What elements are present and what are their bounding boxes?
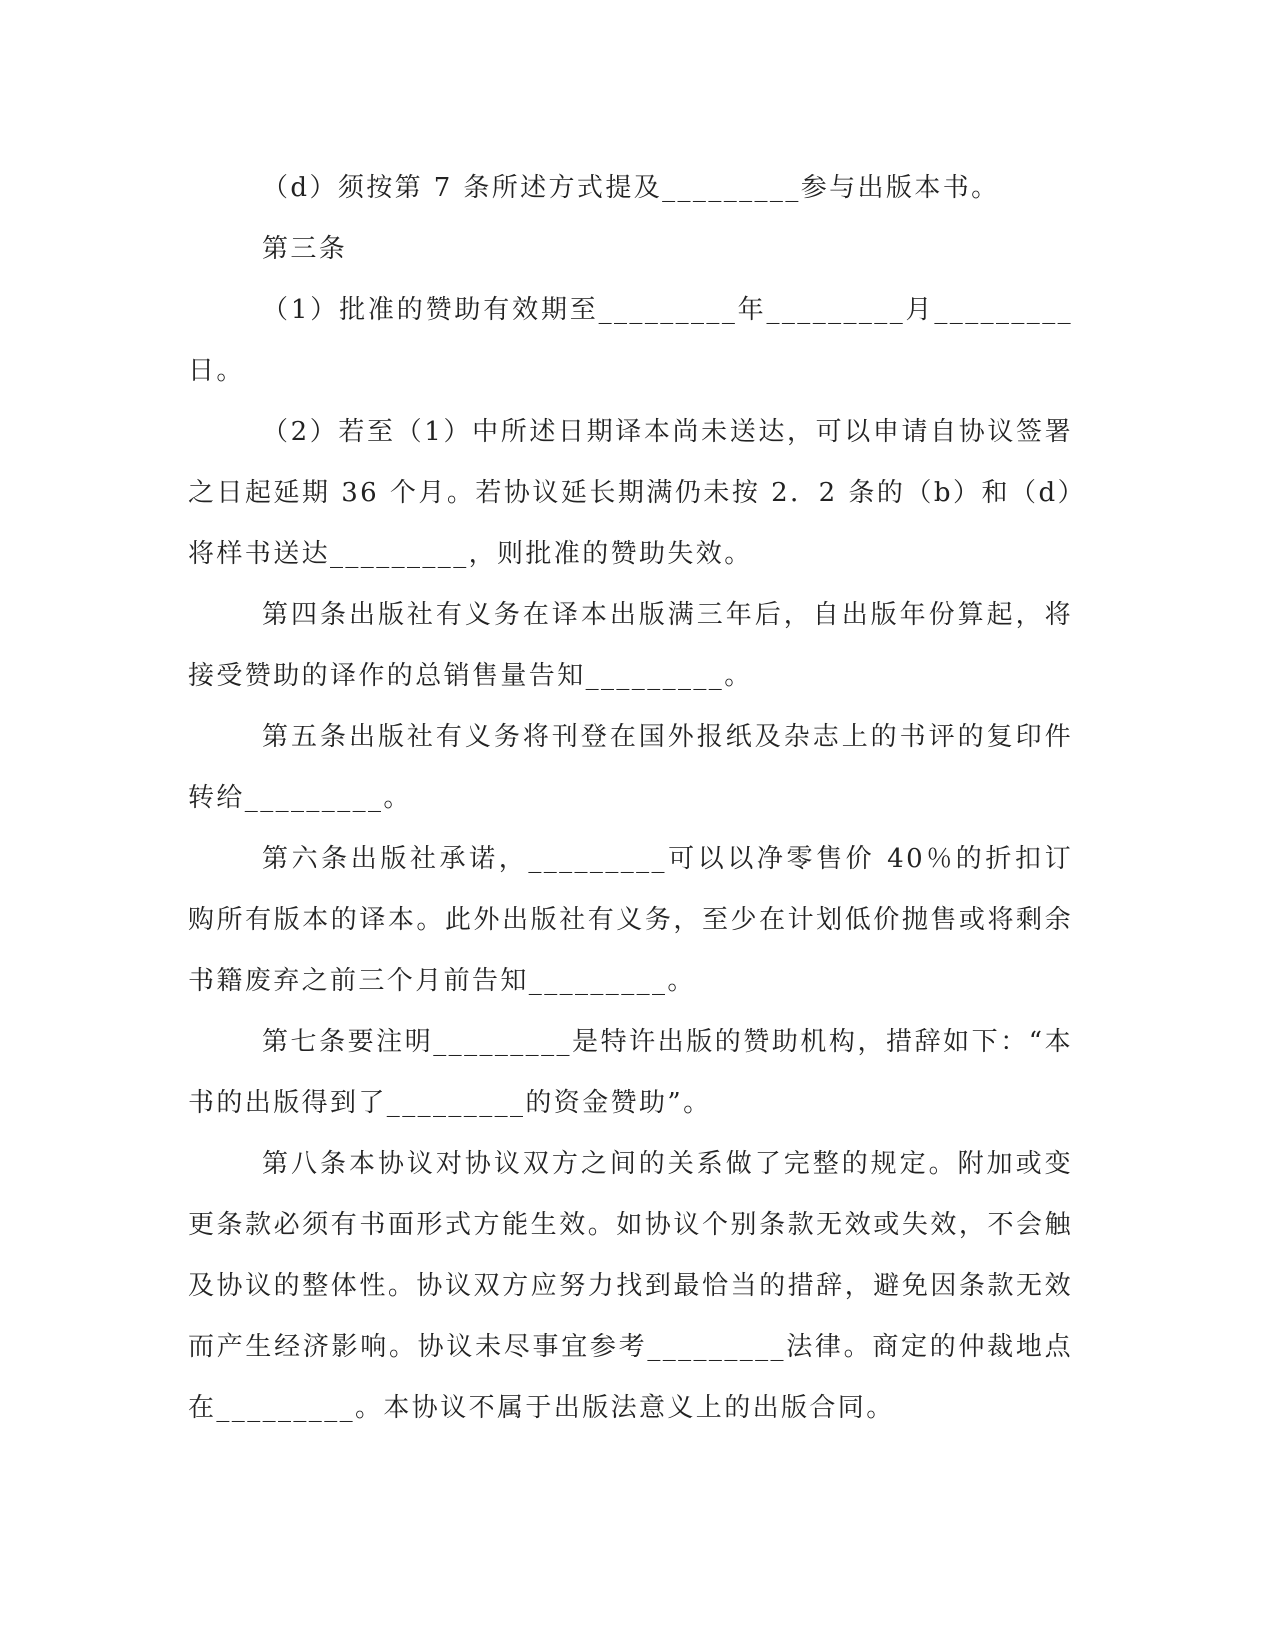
article-4-paragraph: 第四条出版社有义务在译本出版满三年后，自出版年份算起，将接受赞助的译作的总销售量告知_________。 <box>188 600 1073 691</box>
article-6-paragraph: 第六条出版社承诺，_________可以以净零售价 40％的折扣订购所有版本的译本。此外出版社有义务，至少在计划低价抛售或将剩余书籍废弃之前三个月前告知_________。 <box>188 844 1073 996</box>
article-3-heading: 第三条 <box>262 234 348 264</box>
clause-3-2-paragraph: （2）若至（1）中所述日期译本尚未送达，可以申请自协议签署之日起延期 36 个月。若协议延长期满仍未按 2．2 条的（b）和（d）将样书送达_________，则批准的赞助失效。 <box>188 417 1073 569</box>
clause-3-1-paragraph: （1）批准的赞助有效期至_________年_________月_________日。 <box>188 295 1073 386</box>
article-8-paragraph: 第八条本协议对协议双方之间的关系做了完整的规定。附加或变更条款必须有书面形式方能生效。如协议个别条款无效或失效，不会触及协议的整体性。协议双方应努力找到最恰当的措辞，避免因条款无效而产生经济影响。协议未尽事宜参考_________法律。商定的仲裁地点在_________。本协议不属于出版法意义上的出版合同。 <box>188 1149 1073 1423</box>
clause-2-d-paragraph: （d）须按第 7 条所述方式提及_________参与出版本书。 <box>262 173 1000 203</box>
article-7-paragraph: 第七条要注明_________是特许出版的赞助机构，措辞如下：“本书的出版得到了_________的资金赞助”。 <box>188 1027 1073 1118</box>
article-5-paragraph: 第五条出版社有义务将刊登在国外报纸及杂志上的书评的复印件转给_________。 <box>188 722 1073 813</box>
document-body <box>188 158 1073 1439</box>
